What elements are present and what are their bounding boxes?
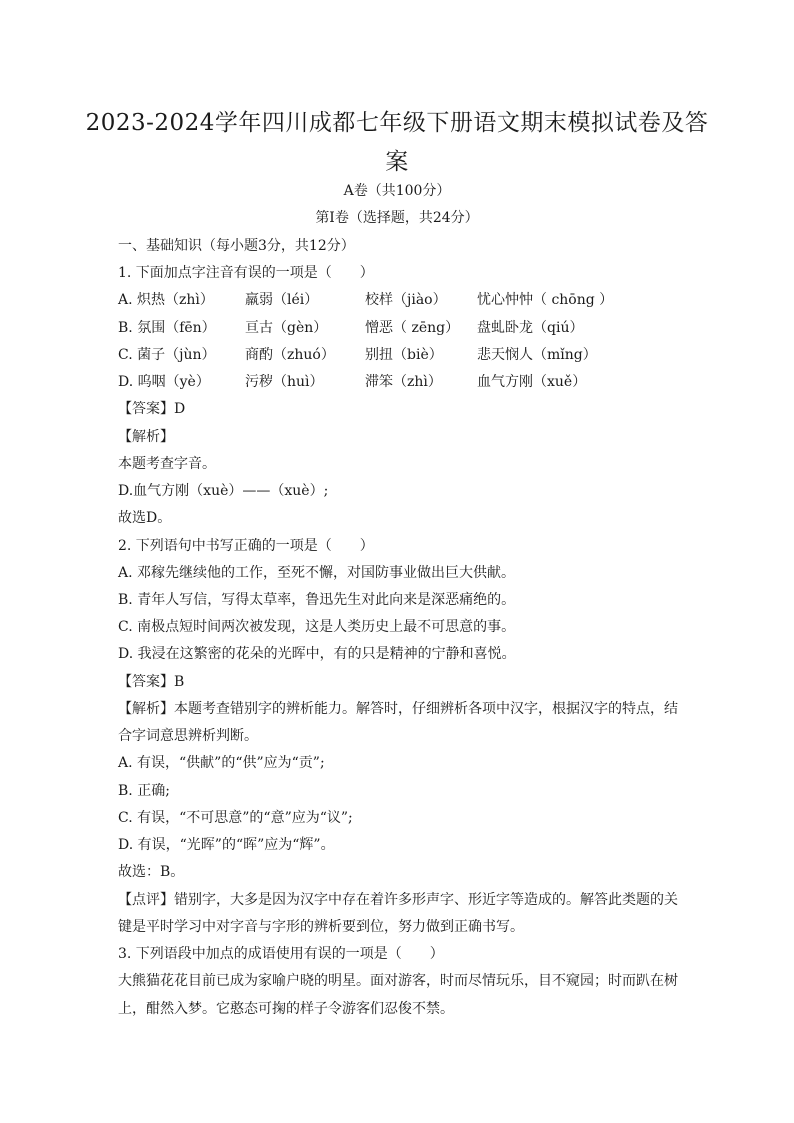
question-2-option-b: B. 青年人写信，写得太草率，鲁迅先生对此向来是深恶痛绝的。 (118, 592, 516, 608)
option-item: A. 炽热（zhì） (118, 292, 214, 308)
option-item: 别扭（biè） (365, 347, 443, 363)
passage-line: 上，酣然入梦。它憨态可掬的样子令游客们忍俊不禁。 (118, 1001, 454, 1017)
option-item: 亘古（gèn） (245, 320, 328, 336)
question-2-stem: 2. 下列语句中书写正确的一项是（ ） (118, 538, 374, 554)
option-item: 校样（jiào） (365, 292, 447, 308)
question-3-stem: 3. 下列语段中加点的成语使用有误的一项是（ ） (118, 946, 444, 962)
section-heading: 一、基础知识（每小题3分，共12分） (118, 238, 355, 254)
paper-a-heading: A卷（共100分） (343, 183, 451, 199)
option-item: 商酌（zhuó） (245, 347, 335, 363)
question-2-answer: 【答案】B (118, 674, 185, 690)
analysis-line: B. 正确; (118, 783, 170, 799)
part-1-heading: 第Ⅰ卷（选择题，共24分） (315, 210, 479, 226)
comment-line: 【点评】错别字，大多是因为汉字中存在着许多形声字、形近字等造成的。解答此类题的关 (118, 892, 678, 908)
analysis-line: 故选D。 (118, 510, 172, 526)
option-item: B. 氛围（fēn） (118, 320, 216, 336)
option-item: 滞笨（zhì） (365, 374, 442, 390)
option-item: 羸弱（léi） (245, 292, 319, 308)
analysis-line: 【解析】本题考查错别字的辨析能力。解答时，仔细辨析各项中汉字，根据汉字的特点，结 (118, 701, 678, 717)
question-1-answer: 【答案】D (118, 401, 186, 417)
question-2-option-c: C. 南极点短时间两次被发现，这是人类历史上最不可思意的事。 (118, 619, 516, 635)
option-item: 盘虬卧龙（qiú） (477, 320, 584, 336)
option-item: 憎恶（ zēng） (365, 320, 460, 336)
question-2-option-a: A. 邓稼先继续他的工作，至死不懈，对国防事业做出巨大供献。 (118, 565, 516, 581)
option-item: C. 菌子（jùn） (118, 347, 216, 363)
question-1-analysis-label: 【解析】 (118, 429, 174, 445)
comment-line: 键是平时学习中对字音与字形的辨析要到位，努力做到正确书写。 (118, 919, 524, 935)
document-title-line1: 2023-2024学年四川成都七年级下册语文期末模拟试卷及答 (85, 110, 709, 136)
option-item: 忧心忡忡（ chōng ） (477, 292, 614, 308)
analysis-line: D. 有误，“光晖”的“晖”应为“辉”。 (118, 837, 335, 853)
passage-line: 大熊猫花花目前已成为家喻户晓的明星。面对游客，时而尽情玩乐，目不窥园；时而趴在树 (118, 973, 678, 989)
analysis-line: 合字词意思辨析判断。 (118, 728, 258, 744)
document-title-line2: 案 (385, 149, 409, 175)
option-item: 污秽（huì） (245, 374, 324, 390)
analysis-line: A. 有误，“供献”的“供”应为“贡”; (118, 755, 325, 771)
analysis-line: 故选：B。 (118, 864, 185, 880)
option-item: D. 呜咽（yè） (118, 374, 210, 390)
analysis-line: 本题考查字音。 (118, 456, 216, 472)
option-item: 血气方刚（xuě） (477, 374, 587, 390)
analysis-line: C. 有误，“不可思意”的“意”应为“议”; (118, 810, 353, 826)
analysis-line: D.血气方刚（xuè）——（xuè）; (118, 483, 329, 499)
question-2-option-d: D. 我浸在这繁密的花朵的光晖中，有的只是精神的宁静和喜悦。 (118, 646, 516, 662)
option-item: 悲天悯人（mǐng） (477, 347, 597, 363)
question-1-stem: 1. 下面加点字注音有误的一项是（ ） (118, 265, 374, 281)
